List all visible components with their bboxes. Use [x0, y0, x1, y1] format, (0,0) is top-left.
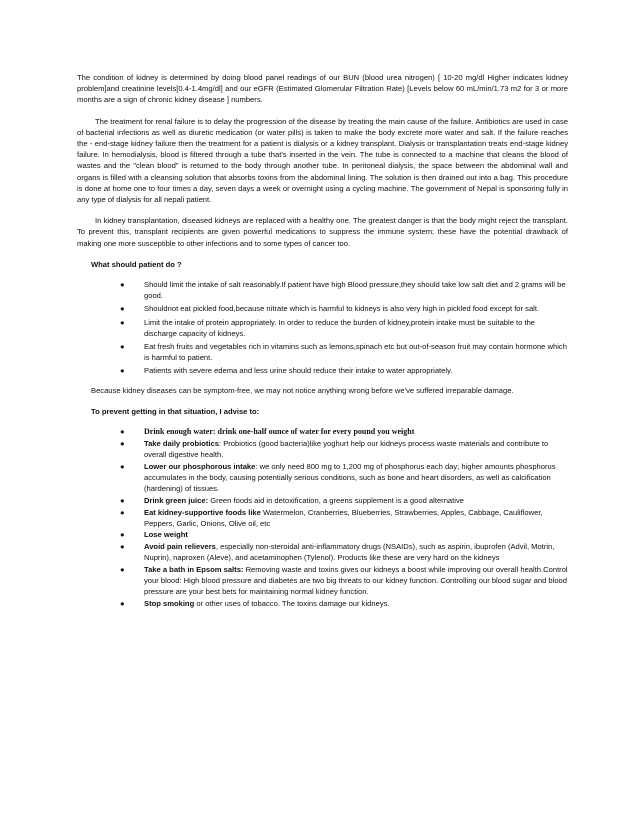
- paragraph-renal-treatment: The treatment for renal failure is to delay the progression of the disease by treating the main cause of the failure. Antibiotics are used in case of bacterial infections as well as diuretic medication (or water pills) is taken to make the body excrete more water and salt. If the failure reaches the - end-stage kidney failure then the treatment for a patient is dialysis or a kidney transplant. Dialysis or transplantation treats end-stage kidney failure. In hemodialysis, blood is filtered through a tube that's inserted in the vein. The tube is connected to a machine that cleans the blood of wastes and the "clean blood" is returned to the body through another tube. In peritoneal dialysis, the space between the abdominal wall and organs is filled with a cleansing solution that absorbs toxins from the abdominal lining. The solution is then drained out into a bag. This procedure is done at home one to four times a day, seven days a week or overnight using a cycling machine. The government of Nepal is sponsoring fully in any type of dialysis for all nepali patient.: [77, 116, 568, 205]
- paragraph-kidney-tests: The condition of kidney is determined by doing blood panel readings of our BUN (blood urea nitrogen) [ 10-20 mg/dl Higher indicates kidney problem]and creatinine levels[0.4-1.4mg/dl] and our eGFR (Estimated Glomerular Filtration Rate) [Levels below 60 mL/min/1.73 m2 for 3 or more months are a sign of chronic kidney disease ] numbers.: [77, 73, 568, 105]
- bullet-icon: ●: [120, 342, 125, 352]
- patient-advice-list: [77, 279, 568, 377]
- bullet-icon: ●: [120, 317, 125, 327]
- bullet-icon: ●: [120, 507, 125, 517]
- paragraph-kidney-transplant: In kidney transplantation, diseased kidneys are replaced with a healthy one. The greatest danger is that the body might reject the transplant. To prevent this, transplant recipients are given powerful medications to suppress the immune system; these have the potential drawback of making one more susceptible to other infections and to some types of cancer too.: [77, 216, 568, 248]
- bullet-icon: ●: [120, 304, 125, 314]
- bullet-icon: ●: [120, 565, 125, 575]
- symptom-free-note: Because kidney diseases can be symptom-free, we may not notice anything wrong before we've suffered irreparable damage.: [91, 385, 514, 395]
- list-item: ● Shouldnot eat pickled food,because nitrate which is harmful to kidneys is also very high in pickled food except for salt.: [120, 304, 540, 314]
- bullet-icon: ●: [120, 461, 125, 471]
- bullet-icon: ●: [120, 280, 125, 290]
- bullet-icon: ●: [120, 599, 125, 609]
- list-item: ● Drink green juice: Green foods aid in detoxification, a greens supplement is a good alternative: [120, 495, 464, 505]
- list-item: ● Take a bath in Epsom salts: Removing waste and toxins gives our kidneys a boost while improving our overall health.Control your blood: High blood pressure and diabetes are two big threats to our kidney function. Controlling our blood sugar and blood pressure are your best bets for maintaining normal kidney function.: [120, 565, 568, 597]
- section-heading-patient: What should patient do ?: [91, 259, 182, 269]
- bullet-icon: ●: [120, 427, 125, 437]
- list-item: ● Take daily probiotics: Probiotics (good bacteria)like yoghurt help our kidneys process waste materials and contribute to overall digestive health.: [120, 438, 549, 459]
- prevention-advice-list: [77, 426, 568, 609]
- list-item: ● Limit the intake of protein appropriately. In order to reduce the burden of kidney,protein intake must be suitable to the discharge capacity of kidneys.: [120, 317, 536, 338]
- bullet-icon: ●: [120, 366, 125, 376]
- list-item: ● Eat kidney-supportive foods like Watermelon, Cranberries, Blueberries, Strawberries, Apples, Cabbage, Cauliflower, Peppers, Garlic, Onions, Olive oil, etc: [120, 507, 543, 528]
- bullet-icon: ●: [120, 438, 125, 448]
- list-item: ● Stop smoking or other uses of tobacco. The toxins damage our kidneys.: [120, 599, 390, 609]
- list-item: ● Avoid pain relievers, especially non-steroidal anti-inflammatory drugs (NSAIDs), such as aspirin, ibuprofen (Advil, Motrin, Nuprin), naproxen (Aleve), and acetaminophen (Tylenol). Products like these are very hard on the kidneys: [120, 542, 555, 563]
- bullet-icon: ●: [120, 542, 125, 552]
- list-item: ● Eat fresh fruits and vegetables rich in vitamins such as lemons,spinach etc but out-of-season fruit may contain hormone which is harmful to patient.: [120, 342, 567, 363]
- list-item: ● Lose weight: [120, 530, 188, 540]
- list-item: ● Lower our phosphorous intake: we only need 800 mg to 1,200 mg of phosphorus each day; higher amounts phosphorus accumulates in the body, causing potentially serious conditions, such as bone and heart disorders, as well as calcification (hardening) of tissues.: [120, 461, 556, 494]
- section-heading-prevention: To prevent getting in that situation, I advise to:: [91, 406, 260, 416]
- bullet-icon: ●: [120, 495, 125, 505]
- bullet-icon: ●: [120, 530, 125, 540]
- list-item: ● Should limit the intake of salt reasonably.If patient have high Blood pressure,they should take low salt diet and 2 grams will be good.: [120, 280, 566, 301]
- list-item: ● Patients with severe edema and less urine should reduce their intake to water appropriately.: [120, 366, 453, 376]
- list-item: ● Drink enough water: drink one-half ounce of water for every pound you weight: [120, 427, 415, 437]
